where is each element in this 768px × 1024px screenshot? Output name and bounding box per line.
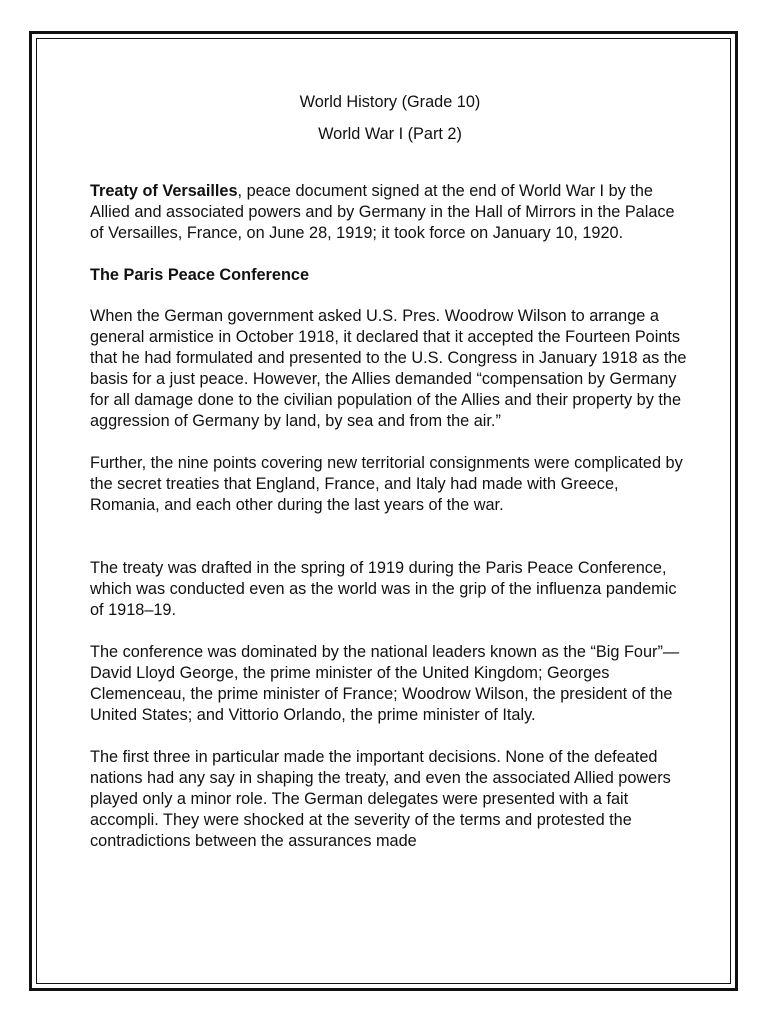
intro-paragraph <box>90 181 690 244</box>
section-heading: The Paris Peace Conference <box>90 266 309 284</box>
paragraph-decisions: The first three in particular made the important decisions. None of the defeated nations had any say in shaping the treaty, and even the associated Allied powers played only a minor role. The German delegates were presented with a fait accompli. They were shocked at the severity of the terms and protested the contradictions between the assurances made <box>90 748 671 850</box>
paragraph-secret-treaties: Further, the nine points covering new territorial consignments were complicated by the secret treaties that England, France, and Italy had made with Greece, Romania, and each other during the last years of the war. <box>90 454 683 514</box>
document-title-grade: World History (Grade 10) <box>299 93 481 111</box>
intro-term: Treaty of Versailles <box>90 182 238 200</box>
document-title-topic: World War I (Part 2) <box>318 125 462 143</box>
paragraph-treaty-drafted: The treaty was drafted in the spring of 1919 during the Paris Peace Conference, which was conducted even as the world was in the grip of the influenza pandemic of 1918–19. <box>90 559 677 619</box>
paragraph-armistice: When the German government asked U.S. Pres. Woodrow Wilson to arrange a general armistice in October 1918, it declared that it accepted the Fourteen Points that he had formulated and presented to the U.S. Congress in January 1918 as the basis for a just peace. However, the Allies demanded “compensation by Germany for all damage done to the civilian population of the Allies and their property by the aggression of Germany by land, by sea and from the air.” <box>90 307 687 430</box>
paragraph-big-four: The conference was dominated by the national leaders known as the “Big Four”—David Lloyd George, the prime minister of the United Kingdom; Georges Clemenceau, the prime minister of France; Woodrow Wilson, the president of the United States; and Vittorio Orlando, the prime minister of Italy. <box>90 643 680 724</box>
document-body <box>90 92 690 852</box>
intro-definition: , peace document signed at the end of World War I by the Allied and associated powers and by Germany in the Hall of Mirrors in the Palace of Versailles, France, on June 28, 1919; it took force on January 10, 1920. <box>90 182 675 242</box>
